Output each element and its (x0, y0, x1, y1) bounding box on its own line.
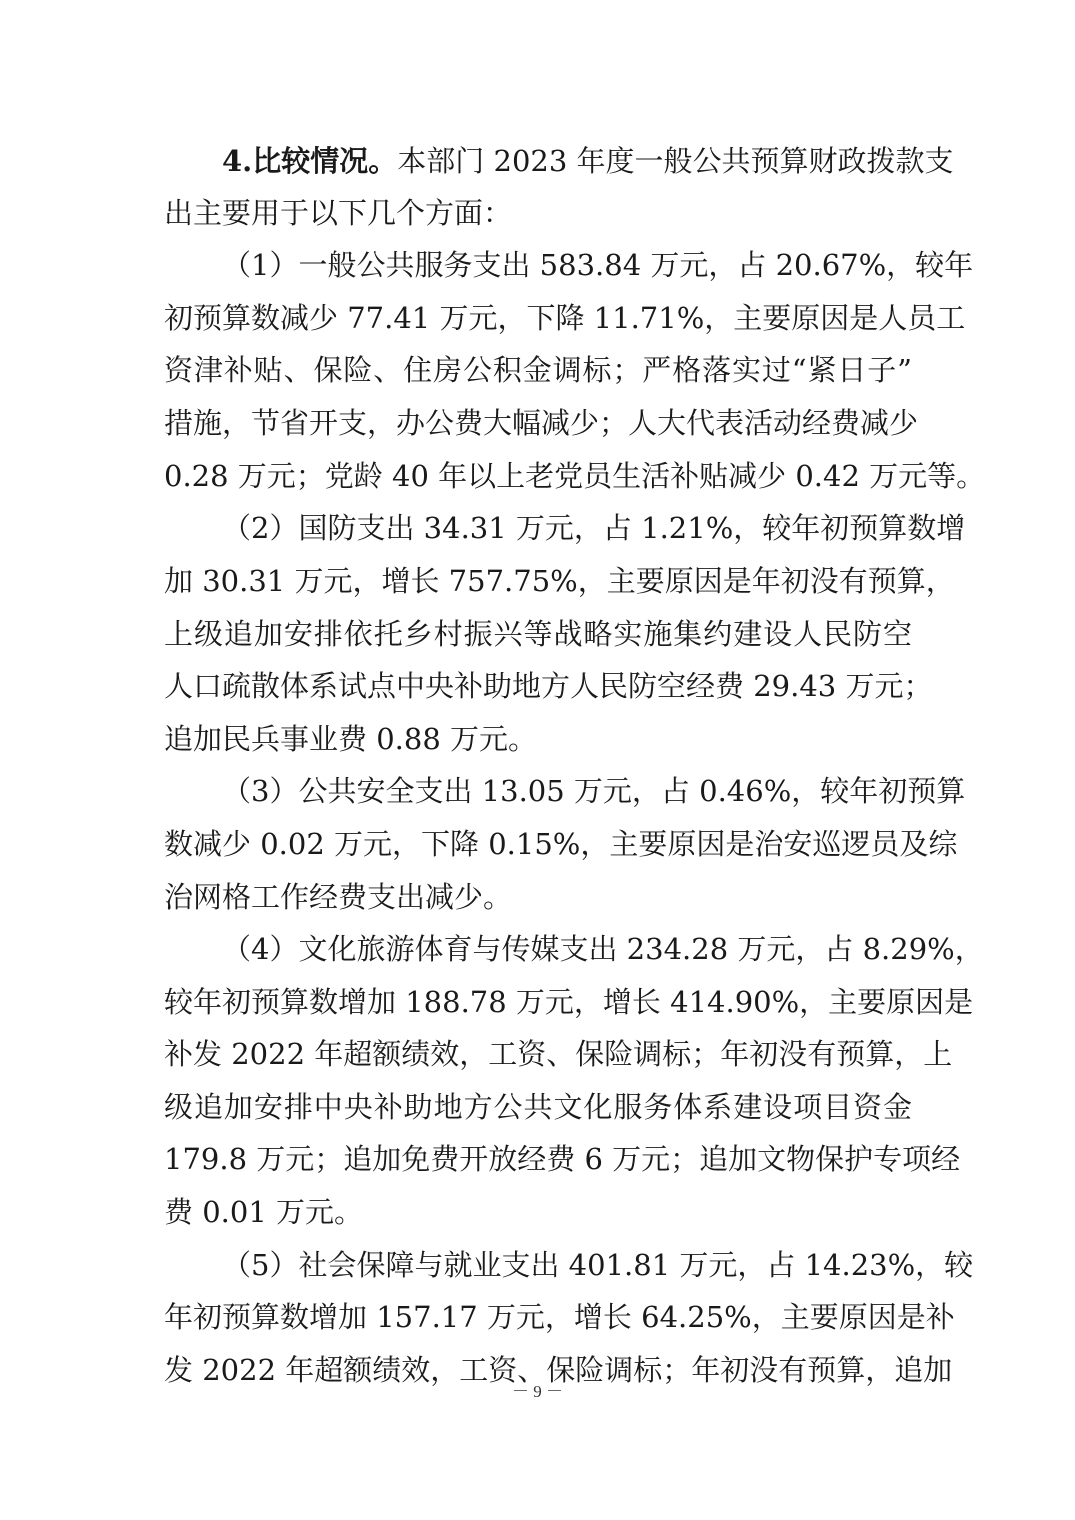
paragraph-line: （2）国防支出 34.31 万元，占 1.21%，较年初预算数增 (222, 511, 966, 545)
paragraph-line: 较年初预算数增加 188.78 万元，增长 414.90%，主要原因是 (164, 985, 974, 1019)
paragraph-line: 出主要用于以下几个方面： (164, 196, 513, 230)
paragraph-line: （4）文化旅游体育与传媒支出 234.28 万元，占 8.29%， (222, 932, 984, 966)
paragraph-line: 初预算数减少 77.41 万元，下降 11.71%，主要原因是人员工 (164, 301, 966, 335)
paragraph-line: 补发 2022 年超额绩效，工资、保险调标；年初没有预算，上 (164, 1037, 953, 1071)
paragraph-line: （5）社会保障与就业支出 401.81 万元，占 14.23%，较 (222, 1248, 974, 1282)
page-number: － 9 － (512, 1382, 563, 1401)
paragraph-line: 治网格工作经费支出减少。 (164, 880, 513, 914)
paragraph-line (222, 141, 954, 181)
paragraph-line: 资津补贴、保险、住房公积金调标；严格落实过“紧日子” (164, 353, 912, 387)
paragraph-line: （1）一般公共服务支出 583.84 万元，占 20.67%，较年 (222, 248, 974, 282)
paragraph-line: 费 0.01 万元。 (164, 1195, 364, 1229)
paragraph-line: 措施，节省开支，办公费大幅减少；人大代表活动经费减少 (164, 406, 919, 440)
paragraph-line: 上级追加安排依托乡村振兴等战略实施集约建设人民防空 (164, 617, 912, 651)
paragraph-line: 加 30.31 万元，增长 757.75%，主要原因是年初没有预算， (164, 564, 955, 598)
section-heading: 4.比较情况。 (222, 144, 398, 178)
paragraph-line: （3）公共安全支出 13.05 万元，占 0.46%，较年初预算 (222, 774, 966, 808)
paragraph-line: 发 2022 年超额绩效，工资、保险调标；年初没有预算，追加 (164, 1353, 953, 1387)
paragraph-line: 年初预算数增加 157.17 万元，增长 64.25%，主要原因是补 (164, 1300, 955, 1334)
paragraph-line: 179.8 万元；追加免费开放经费 6 万元；追加文物保护专项经 (164, 1142, 961, 1176)
paragraph-line: 人口疏散体系试点中央补助地方人民防空经费 29.43 万元； (164, 669, 933, 703)
paragraph-line: 0.28 万元；党龄 40 年以上老党员生活补贴减少 0.42 万元等。 (164, 459, 986, 493)
paragraph-text: 本部门 2023 年度一般公共预算财政拨款支 (397, 144, 954, 178)
paragraph-line: 追加民兵事业费 0.88 万元。 (164, 722, 538, 756)
paragraph-line: 级追加安排中央补助地方公共文化服务体系建设项目资金 (164, 1090, 912, 1124)
paragraph-line: 数减少 0.02 万元，下降 0.15%，主要原因是治安巡逻员及综 (164, 827, 958, 861)
